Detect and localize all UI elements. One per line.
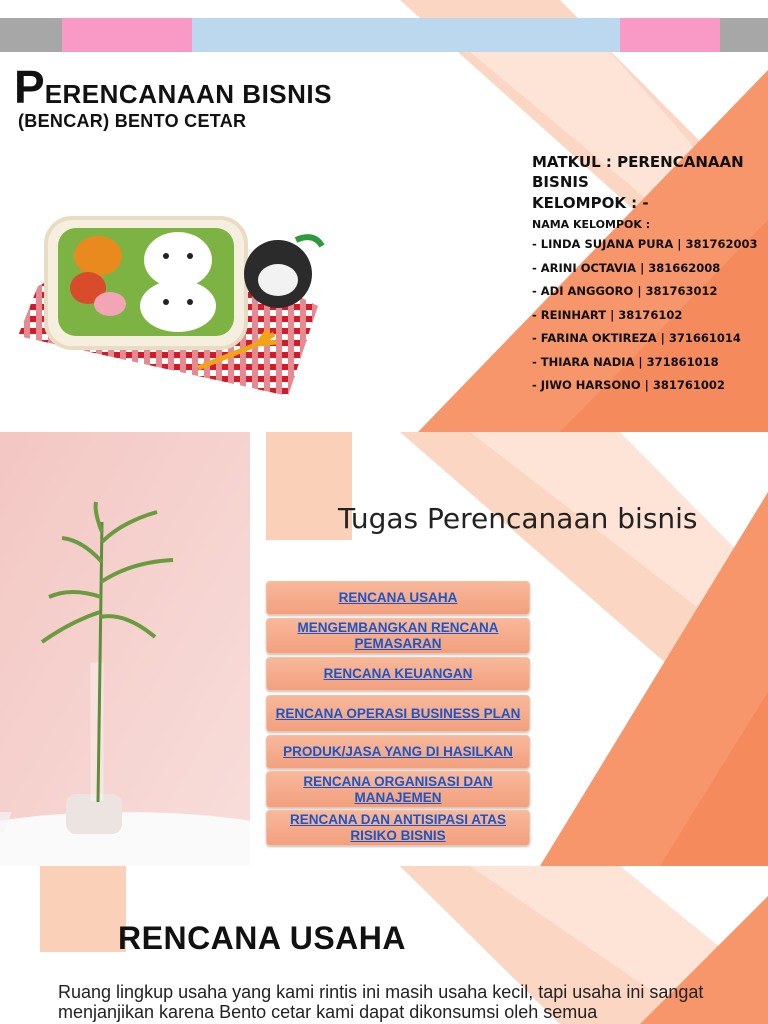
list-item: - ARINI OCTAVIA | 381662008 — [532, 260, 721, 275]
link-rencana-organisasi[interactable]: RENCANA ORGANISASI DAN MANAJEMEN — [266, 771, 530, 808]
slide-agenda — [0, 432, 768, 866]
list-item: - THIARA NADIA | 371861018 — [532, 354, 719, 369]
bar-grey-right — [720, 18, 768, 52]
nama-kelompok-label: NAMA KELOMPOK : — [532, 218, 651, 231]
matkul-label: MATKUL : PERENCANAAN BISNIS — [532, 153, 744, 191]
title-rest: ERENCANAAN BISNIS — [44, 79, 332, 109]
plant-image — [0, 432, 250, 866]
bar-blue — [192, 18, 620, 52]
section-heading: RENCANA USAHA — [118, 920, 406, 956]
list-item: - REINHART | 38176102 — [532, 307, 683, 322]
link-produk-jasa[interactable]: PRODUK/JASA YANG DI HASILKAN — [266, 735, 530, 769]
bar-grey-left — [0, 18, 62, 52]
link-rencana-operasi[interactable]: RENCANA OPERASI BUSINESS PLAN — [266, 695, 530, 732]
slide-title — [0, 0, 768, 432]
link-rencana-usaha[interactable]: RENCANA USAHA — [266, 581, 530, 615]
list-item: - LINDA SUJANA PURA | 381762003 — [532, 237, 758, 251]
bar-pink-right — [620, 18, 720, 52]
member-list — [532, 237, 757, 402]
link-mengembangkan-rencana-pemasaran[interactable]: MENGEMBANGKAN RENCANA PEMASARAN — [266, 618, 530, 654]
link-rencana-antisipasi-risiko[interactable]: RENCANA DAN ANTISIPASI ATAS RISIKO BISNIS — [266, 810, 530, 846]
slide-rencana-usaha — [0, 866, 768, 1024]
agenda-heading: Tugas Perencanaan bisnis — [338, 502, 698, 535]
group-info — [532, 152, 757, 402]
list-item: - FARINA OKTIREZA | 371661014 — [532, 331, 741, 345]
slide-title-text — [14, 60, 332, 114]
slide-subtitle: (BENCAR) BENTO CETAR — [18, 111, 247, 131]
list-item: - ADI ANGGORO | 381763012 — [532, 284, 718, 298]
section-body: Ruang lingkup usaha yang kami rintis ini masih usaha kecil, tapi usaha ini sangat menjanjikan karena Bento cetar kami dapat dikonsumsi oleh semua — [58, 982, 704, 1022]
bento-image — [18, 196, 338, 396]
link-rencana-keuangan[interactable]: RENCANA KEUANGAN — [266, 657, 530, 691]
kelompok-label: KELOMPOK : - — [532, 194, 649, 212]
bar-pink-left — [62, 18, 192, 52]
title-initial: P — [14, 61, 45, 113]
list-item: - JIWO HARSONO | 381761002 — [532, 378, 725, 392]
